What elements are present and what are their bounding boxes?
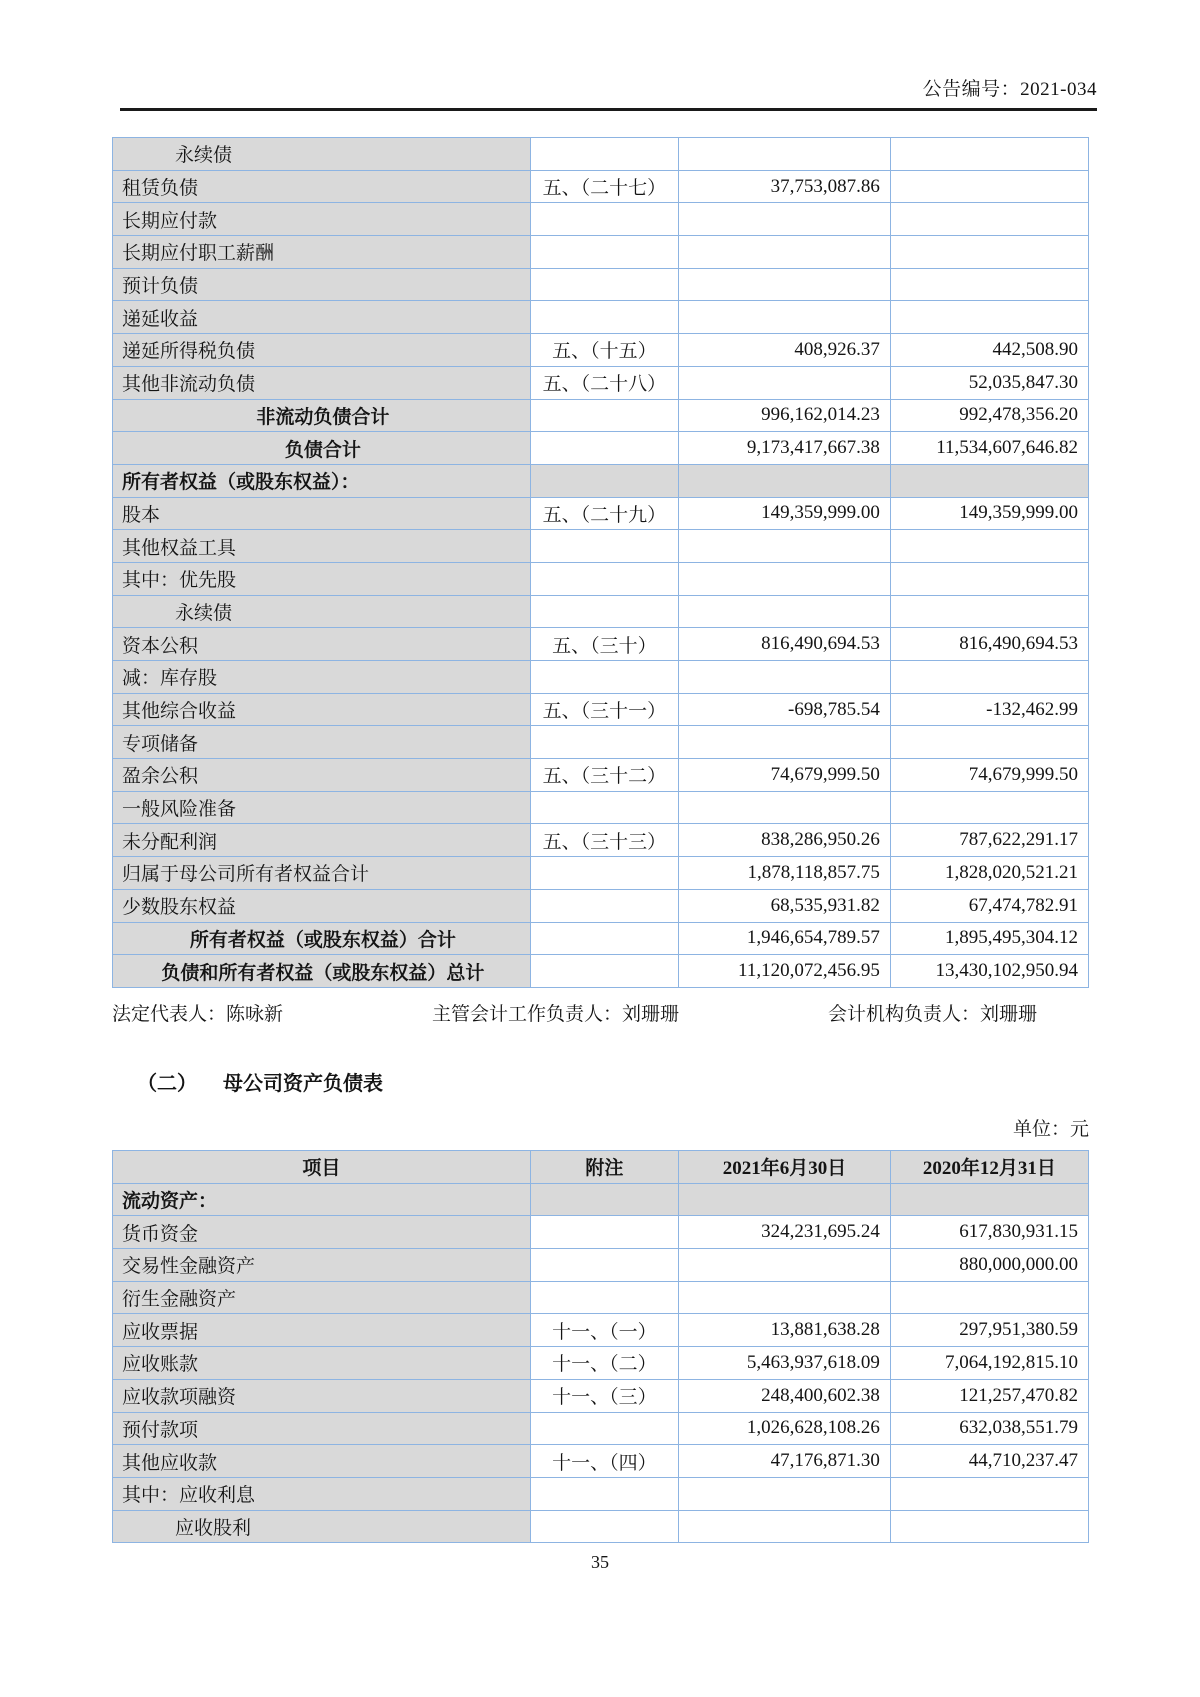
note-cell: 五、（三十一） [530, 693, 678, 726]
row-label-cell: 减：库存股 [113, 661, 531, 694]
row-label-cell: 流动资产： [113, 1183, 531, 1216]
value-prior-period-cell: -132,462.99 [890, 693, 1088, 726]
note-cell [530, 922, 678, 955]
note-cell [530, 432, 678, 465]
value-current-period-cell [679, 138, 891, 171]
row-label-cell: 负债和所有者权益（或股东权益）总计 [113, 955, 531, 988]
table-row [113, 1412, 1089, 1445]
table-row [113, 1510, 1089, 1543]
value-prior-period-cell: 11,534,607,646.82 [890, 432, 1088, 465]
value-current-period-cell [679, 1183, 891, 1216]
value-current-period-cell: 324,231,695.24 [679, 1216, 891, 1249]
value-prior-period-cell: 67,474,782.91 [890, 889, 1088, 922]
value-current-period-cell: 9,173,417,667.38 [679, 432, 891, 465]
note-cell [530, 530, 678, 563]
value-prior-period-cell [890, 530, 1088, 563]
value-current-period-cell: 1,946,654,789.57 [679, 922, 891, 955]
value-current-period-cell: 1,026,628,108.26 [679, 1412, 891, 1445]
row-label-cell: 盈余公积 [113, 759, 531, 792]
table-row [113, 366, 1089, 399]
section-number: （二） [137, 1073, 197, 1095]
row-label-cell: 所有者权益（或股东权益）合计 [113, 922, 531, 955]
note-cell [530, 1510, 678, 1543]
value-current-period-cell: 68,535,931.82 [679, 889, 891, 922]
value-current-period-cell: 838,286,950.26 [679, 824, 891, 857]
value-prior-period-cell [890, 301, 1088, 334]
value-prior-period-cell: 121,257,470.82 [890, 1379, 1088, 1412]
table-row [113, 334, 1089, 367]
value-prior-period-cell: 7,064,192,815.10 [890, 1347, 1088, 1380]
value-prior-period-cell: 787,622,291.17 [890, 824, 1088, 857]
row-label-cell: 其他权益工具 [113, 530, 531, 563]
header-date-2021-cell: 2021年6月30日 [679, 1151, 891, 1184]
table-row [113, 236, 1089, 269]
table-row [113, 889, 1089, 922]
row-label-cell: 非流动负债合计 [113, 399, 531, 432]
value-prior-period-cell [890, 1510, 1088, 1543]
note-cell [530, 889, 678, 922]
value-prior-period-cell: 816,490,694.53 [890, 628, 1088, 661]
table-row [113, 1216, 1089, 1249]
row-label-cell: 少数股东权益 [113, 889, 531, 922]
row-label-cell: 所有者权益（或股东权益）： [113, 464, 531, 497]
value-current-period-cell [679, 595, 891, 628]
signature-chief-accounting-officer: 主管会计工作负责人：刘珊珊 [431, 1004, 679, 1025]
note-cell: 十一、（三） [530, 1379, 678, 1412]
value-current-period-cell [679, 1477, 891, 1510]
value-current-period-cell: -698,785.54 [679, 693, 891, 726]
value-current-period-cell: 149,359,999.00 [679, 497, 891, 530]
value-prior-period-cell [890, 268, 1088, 301]
value-prior-period-cell: 52,035,847.30 [890, 366, 1088, 399]
table-row [113, 628, 1089, 661]
signature-accounting-dept-head: 会计机构负责人：刘珊珊 [827, 1004, 1037, 1025]
value-prior-period-cell: 632,038,551.79 [890, 1412, 1088, 1445]
row-label-cell: 租赁负债 [113, 170, 531, 203]
note-cell [530, 1249, 678, 1282]
row-label-cell: 专项储备 [113, 726, 531, 759]
row-label-cell: 资本公积 [113, 628, 531, 661]
row-label-cell: 递延所得税负债 [113, 334, 531, 367]
table-row [113, 432, 1089, 465]
table-header-row [113, 1151, 1089, 1184]
announcement-number: 公告编号：2021-034 [922, 79, 1097, 100]
value-current-period-cell: 816,490,694.53 [679, 628, 891, 661]
note-cell [530, 1412, 678, 1445]
note-cell [530, 203, 678, 236]
table-row [113, 693, 1089, 726]
value-current-period-cell: 248,400,602.38 [679, 1379, 891, 1412]
note-cell [530, 955, 678, 988]
value-prior-period-cell [890, 1183, 1088, 1216]
note-cell: 十一、（二） [530, 1347, 678, 1380]
value-current-period-cell: 408,926.37 [679, 334, 891, 367]
value-prior-period-cell: 617,830,931.15 [890, 1216, 1088, 1249]
row-label-cell: 交易性金融资产 [113, 1249, 531, 1282]
row-label-cell: 负债合计 [113, 432, 531, 465]
note-cell: 五、（三十三） [530, 824, 678, 857]
row-label-cell: 长期应付职工薪酬 [113, 236, 531, 269]
value-prior-period-cell [890, 1281, 1088, 1314]
table-row [113, 268, 1089, 301]
value-prior-period-cell: 442,508.90 [890, 334, 1088, 367]
header-date-2020-cell: 2020年12月31日 [890, 1151, 1088, 1184]
signatures-line [112, 999, 1037, 1026]
row-label-cell: 长期应付款 [113, 203, 531, 236]
note-cell [530, 595, 678, 628]
value-prior-period-cell [890, 661, 1088, 694]
table-row [113, 1183, 1089, 1216]
liabilities-and-equity-table [112, 137, 1089, 988]
value-prior-period-cell [890, 562, 1088, 595]
parent-company-table-header [113, 1151, 1089, 1184]
row-label-cell: 预计负债 [113, 268, 531, 301]
table-row [113, 1314, 1089, 1347]
note-cell: 十一、（一） [530, 1314, 678, 1347]
table-row [113, 1347, 1089, 1380]
value-current-period-cell: 11,120,072,456.95 [679, 955, 891, 988]
row-label-cell: 货币资金 [113, 1216, 531, 1249]
value-current-period-cell: 74,679,999.50 [679, 759, 891, 792]
note-cell [530, 268, 678, 301]
row-label-cell: 应收股利 [113, 1510, 531, 1543]
note-cell: 五、（三十） [530, 628, 678, 661]
section-heading [137, 1067, 383, 1096]
note-cell [530, 1183, 678, 1216]
table-row [113, 562, 1089, 595]
liabilities-and-equity-table-body [113, 138, 1089, 988]
value-current-period-cell: 13,881,638.28 [679, 1314, 891, 1347]
table-row [113, 1379, 1089, 1412]
value-prior-period-cell: 297,951,380.59 [890, 1314, 1088, 1347]
table-row [113, 661, 1089, 694]
value-current-period-cell [679, 366, 891, 399]
row-label-cell: 永续债 [113, 595, 531, 628]
table-row [113, 399, 1089, 432]
row-label-cell: 递延收益 [113, 301, 531, 334]
note-cell [530, 726, 678, 759]
note-cell [530, 236, 678, 269]
value-prior-period-cell [890, 726, 1088, 759]
note-cell [530, 464, 678, 497]
value-prior-period-cell [890, 791, 1088, 824]
value-current-period-cell [679, 236, 891, 269]
header-item-cell: 项目 [113, 1151, 531, 1184]
note-cell [530, 857, 678, 890]
value-current-period-cell [679, 1510, 891, 1543]
value-current-period-cell: 5,463,937,618.09 [679, 1347, 891, 1380]
row-label-cell: 股本 [113, 497, 531, 530]
value-current-period-cell [679, 661, 891, 694]
value-prior-period-cell [890, 170, 1088, 203]
value-prior-period-cell [890, 203, 1088, 236]
note-cell [530, 399, 678, 432]
parent-company-table-body [113, 1183, 1089, 1543]
value-current-period-cell [679, 1249, 891, 1282]
row-label-cell: 一般风险准备 [113, 791, 531, 824]
value-current-period-cell [679, 203, 891, 236]
note-cell [530, 791, 678, 824]
table-row [113, 791, 1089, 824]
header-rule [120, 108, 1097, 111]
row-label-cell: 应收款项融资 [113, 1379, 531, 1412]
row-label-cell: 其中：优先股 [113, 562, 531, 595]
value-prior-period-cell: 1,895,495,304.12 [890, 922, 1088, 955]
value-prior-period-cell: 1,828,020,521.21 [890, 857, 1088, 890]
table-row [113, 530, 1089, 563]
table-row [113, 301, 1089, 334]
header-note-cell: 附注 [530, 1151, 678, 1184]
row-label-cell: 应收账款 [113, 1347, 531, 1380]
row-label-cell: 衍生金融资产 [113, 1281, 531, 1314]
table-row [113, 497, 1089, 530]
note-cell [530, 661, 678, 694]
note-cell: 五、（二十八） [530, 366, 678, 399]
value-current-period-cell [679, 301, 891, 334]
value-prior-period-cell: 74,679,999.50 [890, 759, 1088, 792]
signature-legal-rep: 法定代表人：陈咏新 [112, 1004, 284, 1025]
table-row [113, 1281, 1089, 1314]
table-row [113, 726, 1089, 759]
value-prior-period-cell [890, 236, 1088, 269]
row-label-cell: 其中：应收利息 [113, 1477, 531, 1510]
row-label-cell: 应收票据 [113, 1314, 531, 1347]
value-current-period-cell [679, 562, 891, 595]
value-prior-period-cell [890, 595, 1088, 628]
value-prior-period-cell: 13,430,102,950.94 [890, 955, 1088, 988]
unit-label: 单位：元 [1012, 1119, 1089, 1140]
value-current-period-cell [679, 464, 891, 497]
value-prior-period-cell [890, 464, 1088, 497]
table-row [113, 203, 1089, 236]
note-cell: 十一、（四） [530, 1445, 678, 1478]
table-row [113, 138, 1089, 171]
row-label-cell: 预付款项 [113, 1412, 531, 1445]
table-row [113, 1477, 1089, 1510]
table-row [113, 170, 1089, 203]
value-current-period-cell: 47,176,871.30 [679, 1445, 891, 1478]
row-label-cell: 其他应收款 [113, 1445, 531, 1478]
value-current-period-cell [679, 530, 891, 563]
value-prior-period-cell: 880,000,000.00 [890, 1249, 1088, 1282]
row-label-cell: 其他综合收益 [113, 693, 531, 726]
row-label-cell: 其他非流动负债 [113, 366, 531, 399]
table-row [113, 857, 1089, 890]
note-cell: 五、（二十七） [530, 170, 678, 203]
value-current-period-cell: 1,878,118,857.75 [679, 857, 891, 890]
page-number: 35 [591, 1552, 609, 1572]
parent-company-balance-sheet-table [112, 1150, 1089, 1543]
value-current-period-cell [679, 791, 891, 824]
value-current-period-cell [679, 268, 891, 301]
value-prior-period-cell: 149,359,999.00 [890, 497, 1088, 530]
row-label-cell: 未分配利润 [113, 824, 531, 857]
section-title: 母公司资产负债表 [223, 1073, 383, 1095]
note-cell [530, 1477, 678, 1510]
value-prior-period-cell: 992,478,356.20 [890, 399, 1088, 432]
note-cell [530, 138, 678, 171]
note-cell: 五、（十五） [530, 334, 678, 367]
note-cell: 五、（三十二） [530, 759, 678, 792]
note-cell [530, 1281, 678, 1314]
table-row [113, 759, 1089, 792]
table-row [113, 595, 1089, 628]
value-prior-period-cell: 44,710,237.47 [890, 1445, 1088, 1478]
note-cell [530, 1216, 678, 1249]
table-row [113, 824, 1089, 857]
value-current-period-cell [679, 1281, 891, 1314]
value-current-period-cell [679, 726, 891, 759]
table-row [113, 1445, 1089, 1478]
table-row [113, 464, 1089, 497]
row-label-cell: 永续债 [113, 138, 531, 171]
value-current-period-cell: 37,753,087.86 [679, 170, 891, 203]
note-cell [530, 562, 678, 595]
note-cell: 五、（二十九） [530, 497, 678, 530]
table-row [113, 955, 1089, 988]
table-row [113, 1249, 1089, 1282]
note-cell [530, 301, 678, 334]
value-prior-period-cell [890, 1477, 1088, 1510]
row-label-cell: 归属于母公司所有者权益合计 [113, 857, 531, 890]
table-row [113, 922, 1089, 955]
value-current-period-cell: 996,162,014.23 [679, 399, 891, 432]
value-prior-period-cell [890, 138, 1088, 171]
